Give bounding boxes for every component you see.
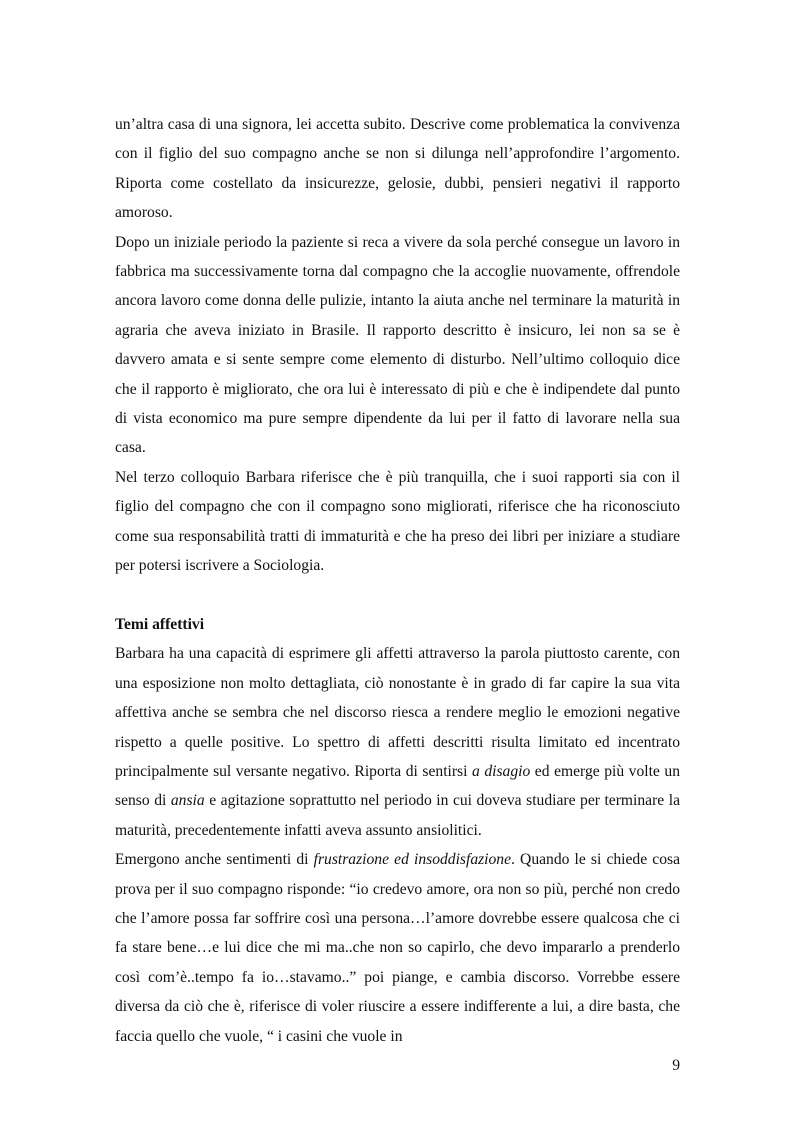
page-body bbox=[115, 110, 680, 1051]
paragraph bbox=[115, 228, 680, 463]
page-number: 9 bbox=[672, 1057, 680, 1074]
paragraph-text: ed emerge più volte un senso di bbox=[115, 762, 680, 810]
paragraph-text: Nel terzo colloquio Barbara riferisce che è più tranquilla, che i suoi rapporti sia con il figlio del compagno che con il compagno sono migliorati, riferisce che ha riconosciuto come sua responsabilità tratti di immaturità e che ha preso dei libri per iniziare a studiare per potersi iscrivere a Sociologia. bbox=[115, 468, 680, 575]
section-heading: Temi affettivi bbox=[115, 615, 205, 633]
paragraph bbox=[115, 463, 680, 581]
emphasis-text: a disagio bbox=[472, 762, 531, 780]
paragraph-text: e agitazione soprattutto nel periodo in cui doveva studiare per terminare la maturità, precedentemente infatti aveva assunto ansiolitici. bbox=[115, 792, 681, 839]
paragraph bbox=[115, 639, 680, 845]
paragraph bbox=[115, 845, 680, 1051]
emphasis-text: ansia bbox=[170, 792, 205, 810]
paragraph bbox=[115, 110, 680, 228]
paragraph-text: Dopo un iniziale periodo la paziente si reca a vivere da sola perché consegue un lavoro in fabbrica ma successivamente torna dal compagno che la accoglie nuovamente, offrendole ancora lavoro come donna delle pulizie, intanto la aiuta anche nel terminare la maturità in agraria che aveva iniziato in Brasile. Il rapporto descritto è insicuro, lei non sa se è davvero amata e si sente sempre come elemento di disturbo. Nell’ultimo colloquio dice che il rapporto è migliorato, che ora lui è interessato di più e che è indipendete dal punto di vista economico ma pure sempre dipendente da lui per il fatto di lavorare nella sua casa. bbox=[115, 233, 680, 457]
paragraph-text: . Quando le si chiede cosa prova per il suo compagno risponde: “io credevo amore, ora non so più, perché non credo che l’amore possa far soffrire così una persona…l’amore dovrebbe essere qualcosa che ci fa stare bene…e lui dice che mi ma..che non so capirlo, che devo impararlo a prenderlo così com’è..tempo fa io…stavamo..” poi piange, e cambia discorso. Vorrebbe essere diversa da ciò che è, riferisce di voler riuscire a essere indifferente a lui, a dire basta, che faccia quello che vuole, “ i casini che vuole in bbox=[115, 851, 680, 1045]
emphasis-text: frustrazione ed insoddisfazione bbox=[313, 851, 512, 869]
paragraph-text: un’altra casa di una signora, lei accetta subito. Descrive come problematica la convivenza con il figlio del suo compagno anche se non si dilunga nell’approfondire l’argomento. Riporta come costellato da insicurezze, gelosie, dubbi, pensieri negativi il rapporto amoroso. bbox=[115, 116, 680, 222]
paragraph-text: Emergono anche sentimenti di bbox=[115, 851, 314, 869]
paragraph-text: Barbara ha una capacità di esprimere gli affetti attraverso la parola piuttosto carente, con una esposizione non molto dettagliata, ciò nonostante è in grado di far capire la sua vita affettiva anche se sembra che nel discorso riesca a rendere meglio le emozioni negative rispetto a quelle positive. Lo spettro di affetti descritti risulta limitato ed incentrato principalmente sul versante negativo. Riporta di sentirsi bbox=[115, 645, 680, 780]
section-spacer bbox=[115, 581, 680, 610]
